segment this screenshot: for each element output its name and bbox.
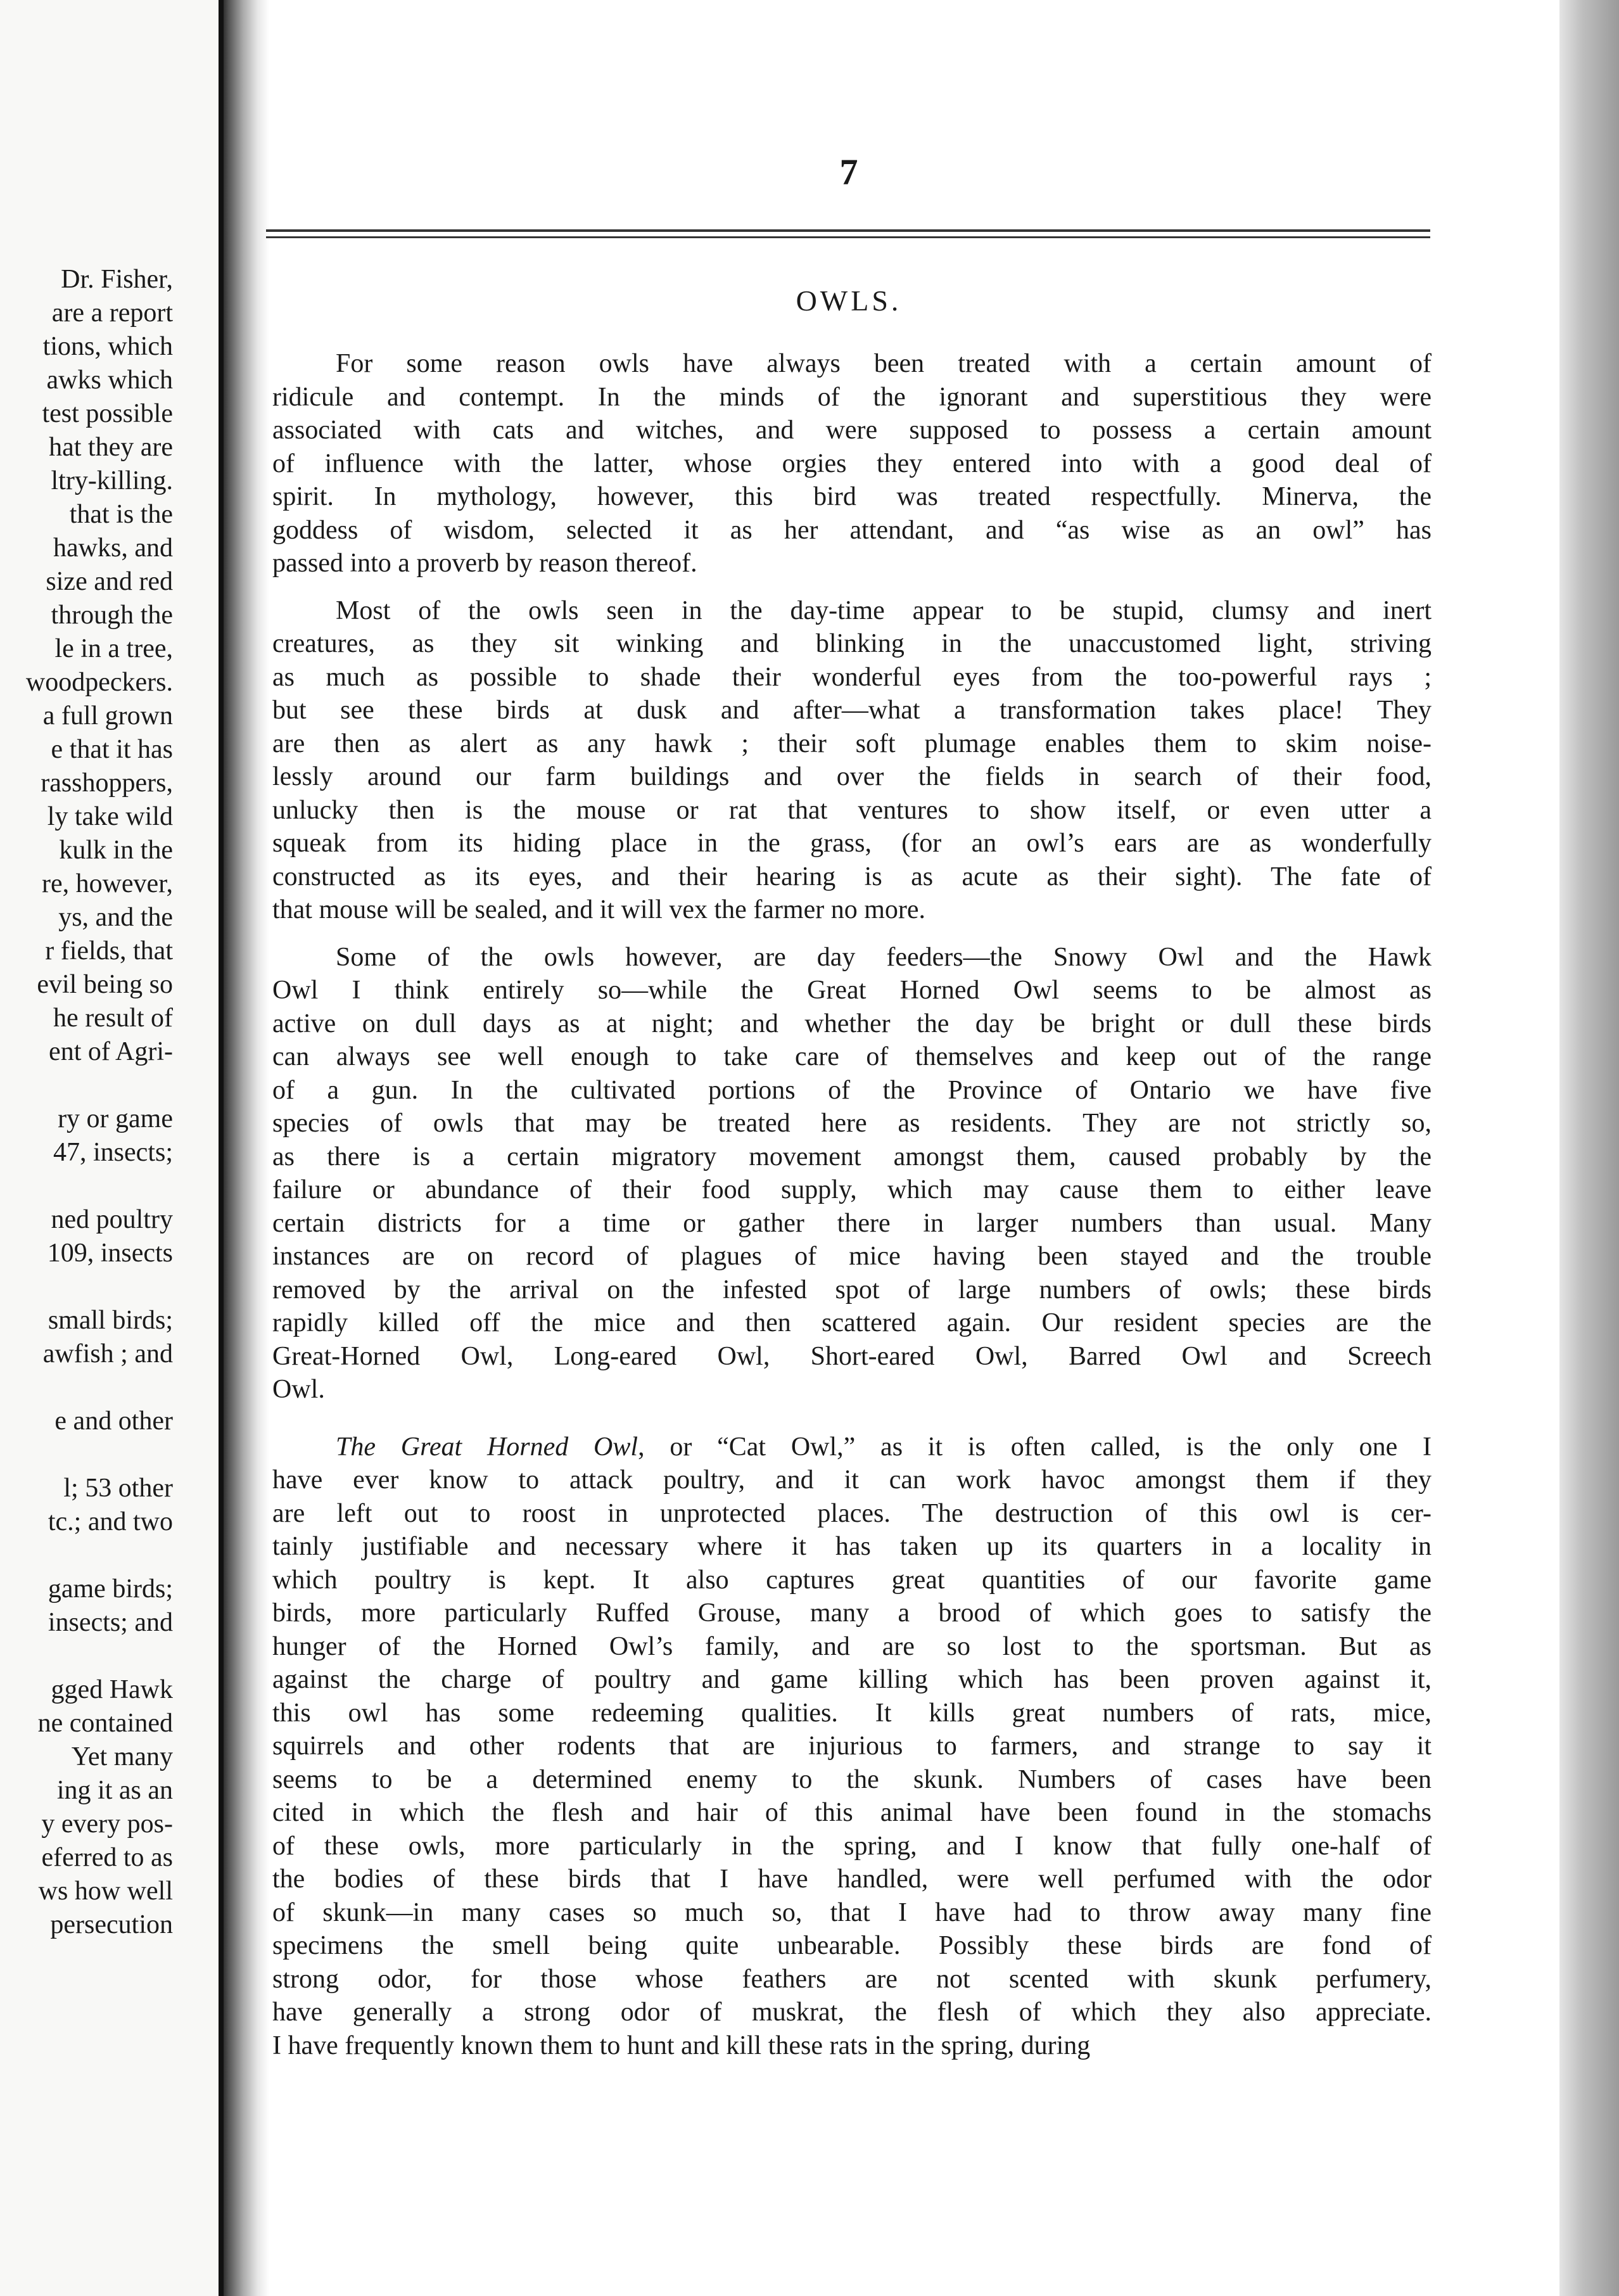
page-edge bbox=[1559, 0, 1619, 2296]
fragment-line: ly take wild bbox=[47, 802, 173, 831]
fragment-line: ry or game bbox=[58, 1104, 173, 1133]
fragment-line: rasshoppers, bbox=[41, 769, 173, 798]
paragraph bbox=[272, 941, 1432, 1406]
fragment-line: ned poultry bbox=[51, 1205, 173, 1234]
text-line: The Great Horned Owl, or “Cat Owl,” as it is often called, is the only one I bbox=[336, 1432, 1432, 1462]
text-line: unlucky then is the mouse or rat that ventures to show itself, or even utter a bbox=[272, 795, 1432, 825]
text-line: against the charge of poultry and game killing which has been proven against it, bbox=[272, 1665, 1432, 1694]
text-line: Great-Horned Owl, Long-eared Owl, Short-eared Owl, Barred Owl and Screech bbox=[272, 1341, 1432, 1371]
fragment-line bbox=[0, 1371, 173, 1405]
text-line: active on dull days as at night; and whether the day be bright or dull these birds bbox=[272, 1009, 1432, 1038]
fragment-line: through the bbox=[51, 601, 173, 630]
text-line: are left out to roost in unprotected places. The destruction of this owl is cer- bbox=[272, 1498, 1432, 1528]
fragment-line bbox=[0, 1438, 173, 1472]
text-line: creatures, as they sit winking and blinking in the unaccustomed light, striving bbox=[272, 629, 1432, 658]
text-line: lessly around our farm buildings and over the fields in search of their food, bbox=[272, 762, 1432, 791]
text-line: of a gun. In the cultivated portions of the Province of Ontario we have five bbox=[272, 1075, 1432, 1105]
fragment-line: ws how well bbox=[38, 1877, 173, 1906]
fragment-line: game birds; bbox=[48, 1574, 173, 1604]
paragraph bbox=[272, 1431, 1432, 2063]
fragment-line: are a report bbox=[51, 298, 173, 328]
text-line: goddess of wisdom, selected it as her attendant, and “as wise as an owl” has bbox=[272, 515, 1432, 545]
fragment-line: insects; and bbox=[48, 1608, 173, 1637]
text-line: the bodies of these birds that I have handled, were well perfumed with the odor bbox=[272, 1865, 1432, 1894]
text-line: specimens the smell being quite unbearable. Possibly these birds are fond of bbox=[272, 1931, 1432, 1960]
text-line: birds, more particularly Ruffed Grouse, many a brood of which goes to satisfy the bbox=[272, 1598, 1432, 1628]
text-line: can always see well enough to take care of themselves and keep out of the range bbox=[272, 1042, 1432, 1071]
fragment-line: e and other bbox=[54, 1406, 173, 1436]
fragment-line: he result of bbox=[53, 1004, 173, 1033]
fragment-line: evil being so bbox=[37, 970, 173, 999]
fragment-line: kulk in the bbox=[59, 836, 173, 865]
text-line: spirit. In mythology, however, this bird was treated respectfully. Minerva, the bbox=[272, 482, 1432, 511]
text-line: For some reason owls have always been treated with a certain amount of bbox=[336, 349, 1432, 378]
text-line: of skunk—in many cases so much so, that I have had to throw away many fine bbox=[272, 1897, 1432, 1927]
text-line: which poultry is kept. It also captures great quantities of our favorite game bbox=[272, 1565, 1432, 1595]
fragment-line: re, however, bbox=[41, 869, 173, 898]
article-body bbox=[272, 347, 1432, 2062]
fragment-line: le in a tree, bbox=[54, 634, 173, 663]
binding-shadow bbox=[222, 0, 269, 2296]
text-line: removed by the arrival on the infested spot of large numbers of owls; these birds bbox=[272, 1275, 1432, 1304]
text-line: of these owls, more particularly in the spring, and I know that fully one-half of bbox=[272, 1831, 1432, 1861]
fragment-line: persecution bbox=[50, 1910, 173, 1939]
italic-species-name: The Great Horned Owl bbox=[336, 1432, 638, 1462]
fragment-line bbox=[0, 1069, 173, 1102]
fragment-line: small birds; bbox=[48, 1306, 173, 1335]
fragment-line: awks which bbox=[46, 366, 173, 395]
text-line: failure or abundance of their food supply, which may cause them to either leave bbox=[272, 1175, 1432, 1204]
fragment-line bbox=[0, 1270, 173, 1304]
text-line: strong odor, for those whose feathers are not scented with skunk perfumery, bbox=[272, 1964, 1432, 1994]
fragment-line: hawks, and bbox=[53, 533, 173, 563]
text-line: I have frequently known them to hunt and kill these rats in the spring, during bbox=[272, 2031, 1091, 2060]
fragment-line: ne contained bbox=[37, 1709, 173, 1738]
fragment-line: ing it as an bbox=[56, 1776, 173, 1805]
fragment-line: 47, insects; bbox=[53, 1138, 173, 1167]
fragment-line: y every pos- bbox=[41, 1809, 173, 1839]
text-line: Owl I think entirely so—while the Great Horned Owl seems to be almost as bbox=[272, 976, 1432, 1005]
text-line: are then as alert as any hawk ; their soft plumage enables them to skim noise- bbox=[272, 729, 1432, 758]
text-line: certain districts for a time or gather there in larger numbers than usual. Many bbox=[272, 1208, 1432, 1238]
text-line: tainly justifiable and necessary where it has taken up its quarters in a locality in bbox=[272, 1532, 1432, 1561]
text-line: have generally a strong odor of muskrat, the flesh of which they also appreciate. bbox=[272, 1998, 1432, 2027]
fragment-line: gged Hawk bbox=[51, 1675, 173, 1704]
fragment-line: hat they are bbox=[49, 433, 173, 462]
section-heading: OWLS. bbox=[796, 284, 902, 317]
fragment-line bbox=[0, 1640, 173, 1673]
text-line: as much as possible to shade their wonderful eyes from the too-powerful rays ; bbox=[272, 662, 1432, 692]
text-line: this owl has some redeeming qualities. It kills great numbers of rats, mice, bbox=[272, 1698, 1432, 1728]
text-line: seems to be a determined enemy to the skunk. Numbers of cases have been bbox=[272, 1764, 1432, 1794]
text-line: instances are on record of plagues of mice having been stayed and the trouble bbox=[272, 1242, 1432, 1271]
fragment-line: eferred to as bbox=[41, 1843, 173, 1872]
text-line: species of owls that may be treated here as residents. They are not strictly so, bbox=[272, 1109, 1432, 1138]
page-number: 7 bbox=[839, 151, 858, 193]
fragment-line: size and red bbox=[46, 567, 173, 596]
fragment-line bbox=[0, 1170, 173, 1203]
text-line: but see these birds at dusk and after—what a transformation takes place! They bbox=[272, 696, 1432, 725]
previous-page-text bbox=[0, 263, 173, 1942]
text-line: of influence with the latter, whose orgies they entered into with a good deal of bbox=[272, 449, 1432, 478]
fragment-line: ys, and the bbox=[58, 903, 173, 932]
fragment-line: ltry-killing. bbox=[51, 466, 173, 495]
fragment-line: awfish ; and bbox=[42, 1339, 173, 1368]
fragment-line: tc.; and two bbox=[48, 1507, 173, 1536]
text-line: constructed as its eyes, and their hearing is as acute as their sight). The fate of bbox=[272, 862, 1432, 891]
fragment-line: r fields, that bbox=[45, 936, 173, 966]
fragment-line: a full grown bbox=[42, 701, 173, 730]
fragment-line: Yet many bbox=[71, 1742, 173, 1771]
fragment-line: 109, insects bbox=[47, 1239, 173, 1268]
text-line: associated with cats and witches, and were supposed to possess a certain amount bbox=[272, 416, 1432, 445]
fragment-line: woodpeckers. bbox=[25, 668, 173, 697]
fragment-line: ent of Agri- bbox=[49, 1037, 173, 1066]
paragraph bbox=[272, 347, 1432, 580]
fragment-line bbox=[0, 1539, 173, 1572]
text-line: as there is a certain migratory movement amongst them, caused probably by the bbox=[272, 1142, 1432, 1171]
fragment-line: Dr. Fisher, bbox=[61, 265, 173, 294]
fragment-line: l; 53 other bbox=[63, 1474, 173, 1503]
text-line: squeak from its hiding place in the grass, (for an owl’s ears are as wonderfully bbox=[272, 829, 1432, 858]
text-line: squirrels and other rodents that are injurious to farmers, and strange to say it bbox=[272, 1732, 1432, 1761]
text-line: Most of the owls seen in the day-time appear to be stupid, clumsy and inert bbox=[336, 596, 1432, 625]
binding-edge bbox=[219, 0, 224, 2296]
text-line: rapidly killed off the mice and then scattered again. Our resident species are the bbox=[272, 1308, 1432, 1337]
text-line: passed into a proverb by reason thereof. bbox=[272, 549, 697, 578]
fragment-line: test possible bbox=[42, 399, 173, 428]
fragment-line: e that it has bbox=[51, 735, 173, 764]
text-line: Owl. bbox=[272, 1375, 325, 1404]
header-rule bbox=[266, 229, 1430, 238]
fragment-line: that is the bbox=[69, 500, 173, 529]
text-line: cited in which the flesh and hair of this animal have been found in the stomachs bbox=[272, 1798, 1432, 1827]
text-line: Some of the owls however, are day feeders—the Snowy Owl and the Hawk bbox=[336, 942, 1432, 972]
text-line: that mouse will be sealed, and it will vex the farmer no more. bbox=[272, 895, 926, 924]
previous-page-fragment bbox=[0, 0, 225, 2296]
fragment-line: tions, which bbox=[42, 332, 173, 361]
text-line: have ever know to attack poultry, and it can work havoc amongst them if they bbox=[272, 1465, 1432, 1495]
text-line: ridicule and contempt. In the minds of the ignorant and superstitious they were bbox=[272, 382, 1432, 412]
paragraph bbox=[272, 594, 1432, 927]
text-line: hunger of the Horned Owl’s family, and are so lost to the sportsman. But as bbox=[272, 1631, 1432, 1661]
